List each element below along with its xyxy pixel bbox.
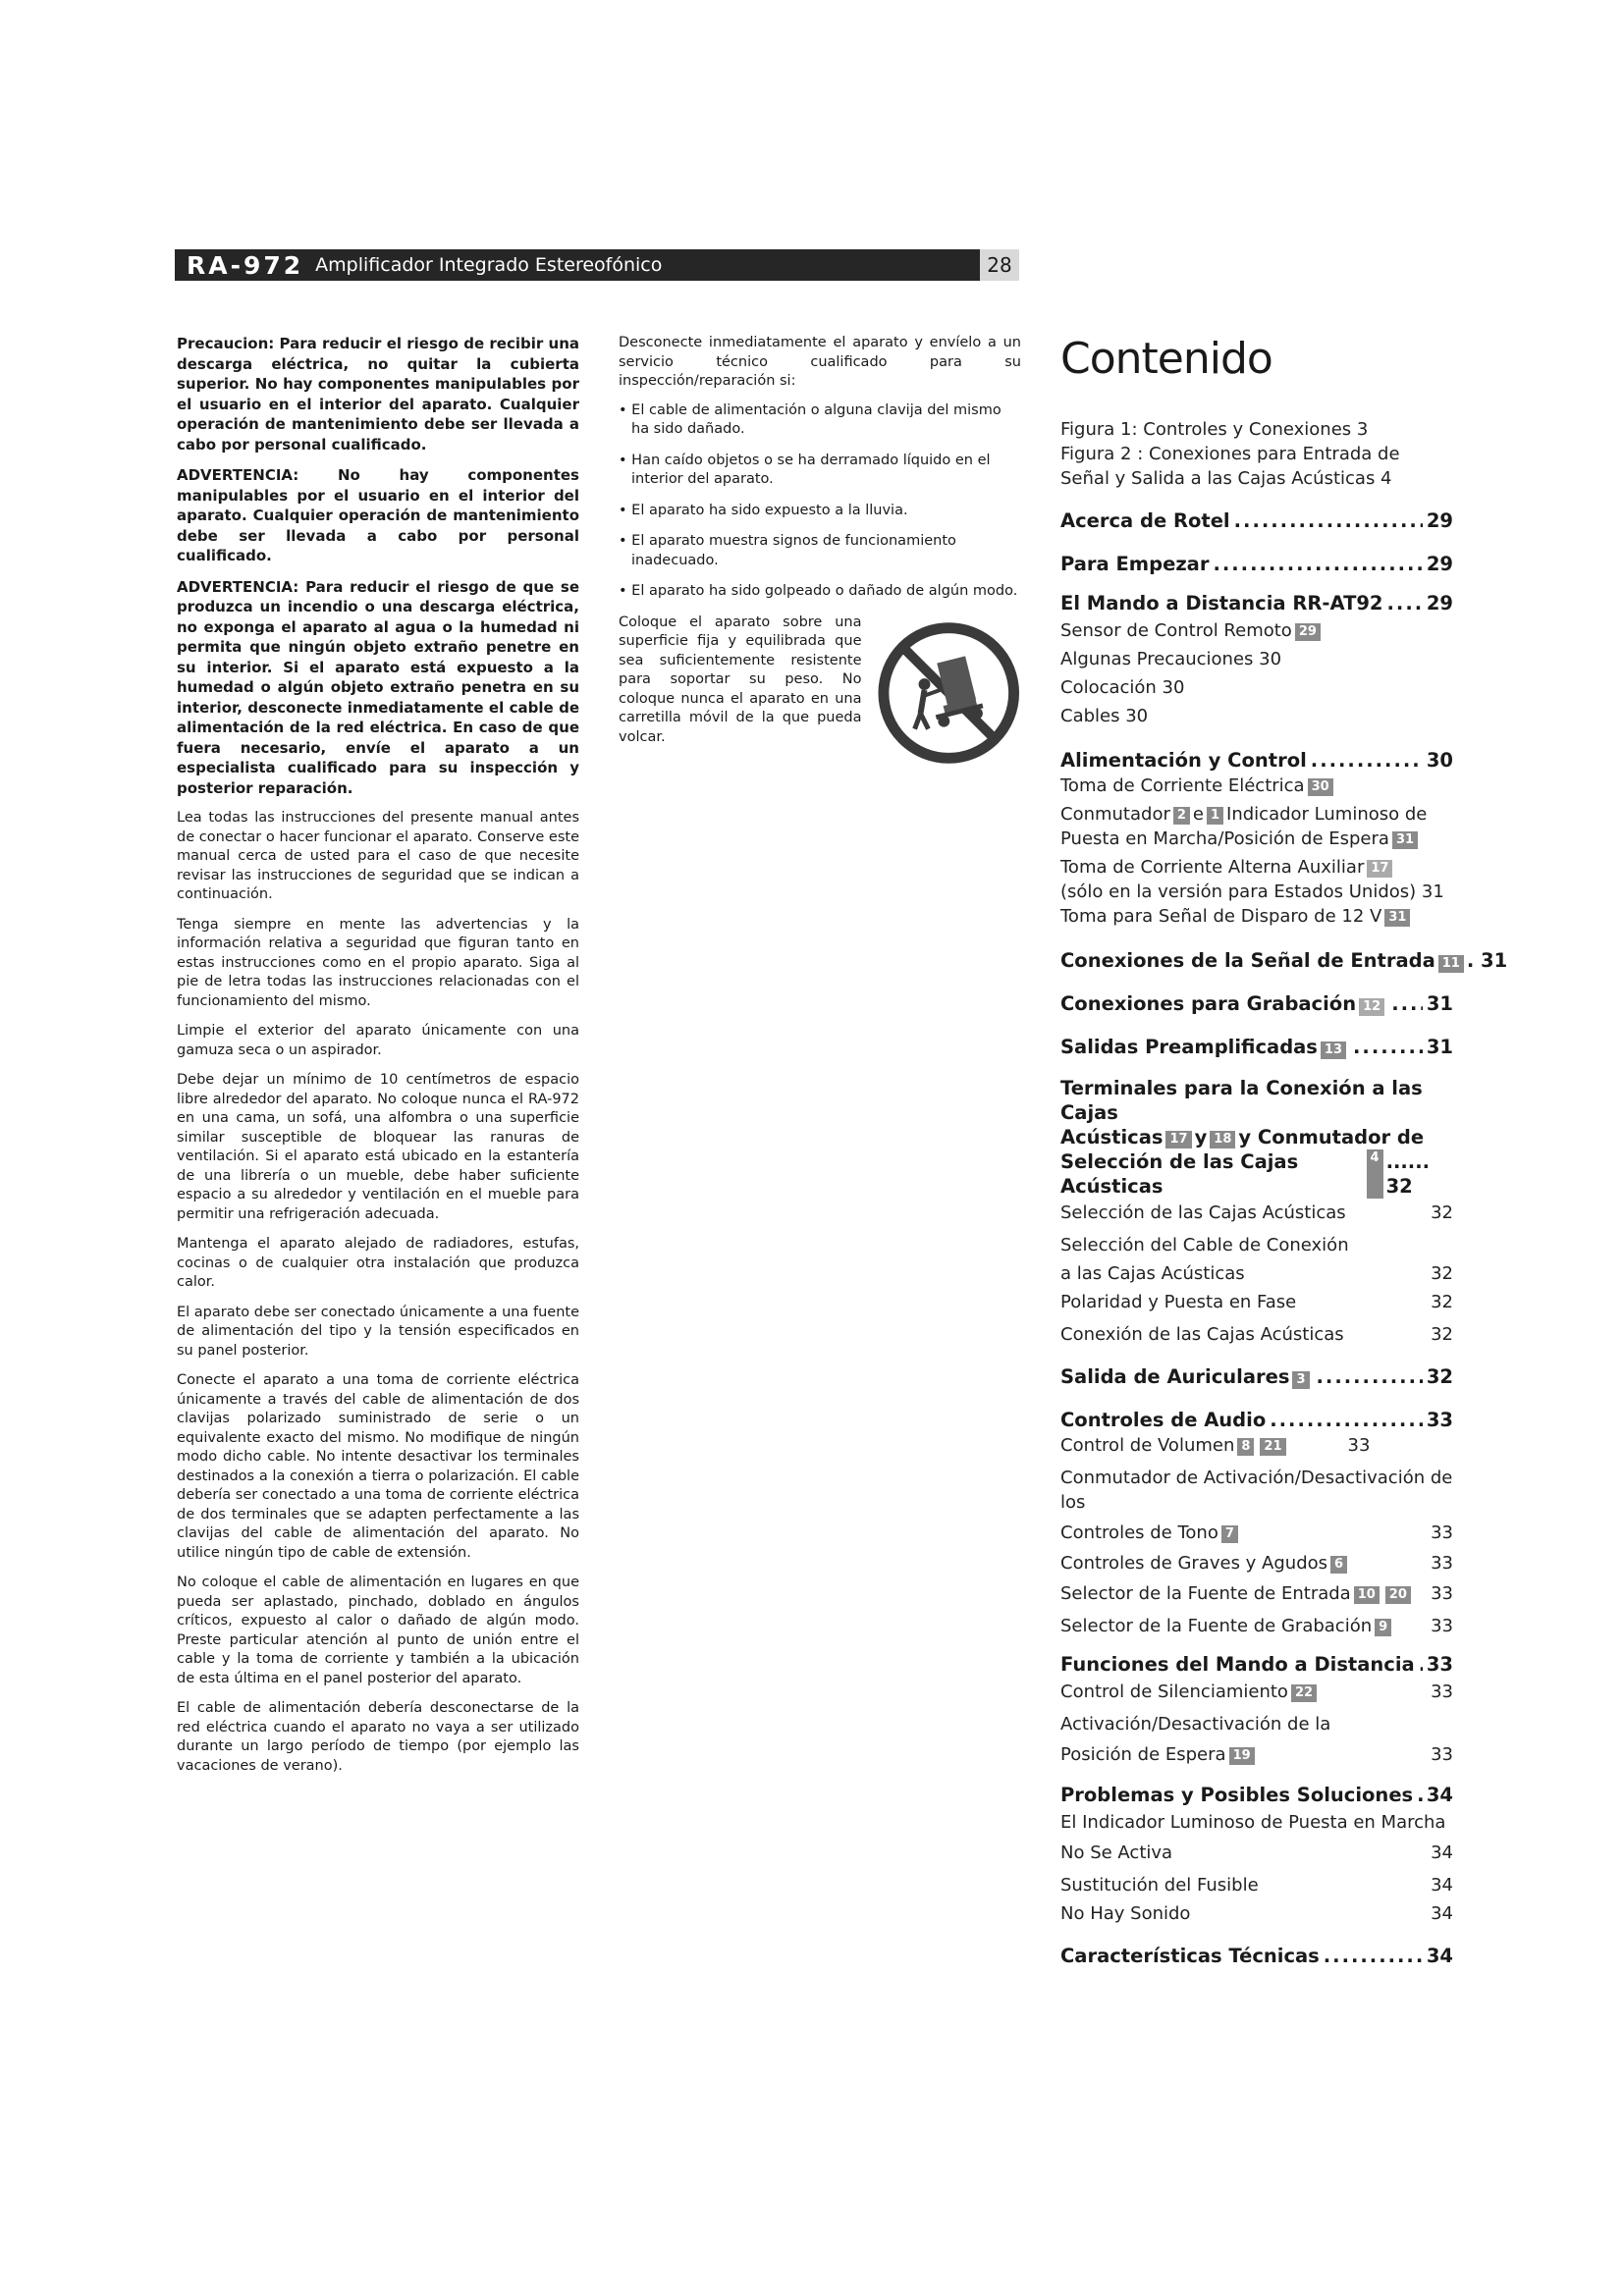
toc-figure-2: Figura 2 : Conexiones para Entrada de Señal y Salida a las Cajas Acústicas 4 bbox=[1060, 444, 1400, 489]
warning-caution: Precaucion: Para reducir el riesgo de recibir una descarga eléctrica, no quitar la cubierta superior. No hay componentes manipulables por el usuario en el interior del aparato. Cualquier operación de mantenimiento debe ser llevada a cabo por personal cualificado. bbox=[177, 335, 579, 454]
badge: 18 bbox=[1210, 1131, 1235, 1148]
cart-warning-text: Coloque el aparato sobre una superficie fija y equilibrada que sea suficientemente resistente para soportar su peso. No coloque nunca el aparato en una carretilla móvil de la que pueda volcar. bbox=[619, 614, 862, 745]
toc-item-fuente-grabacion: Selector de la Fuente de Grabación 9 33 bbox=[1060, 1616, 1453, 1636]
toc-item-toma: Toma de Corriente Eléctrica 30 bbox=[1060, 774, 1453, 798]
toc-item-fuente-entrada: Selector de la Fuente de Entrada 10 20 33 bbox=[1060, 1583, 1453, 1604]
toc-section-entrada: Conexiones de la Señal de Entrada 11 . 31 bbox=[1060, 949, 1508, 972]
safety-column-1 bbox=[177, 334, 579, 1787]
toc-section-acerca: Acerca de Rotel ..... 29 bbox=[1060, 508, 1453, 534]
badge: 22 bbox=[1291, 1684, 1317, 1702]
toc-figure-1: Figura 1: Controles y Conexiones 3 bbox=[1060, 419, 1369, 440]
badge: 12 bbox=[1359, 998, 1384, 1016]
toc-item-volumen: Control de Volumen 8 21 33 bbox=[1060, 1435, 1371, 1456]
paragraph-unplug: El cable de alimentación debería desconectarse de la red eléctrica cuando el aparato no vaya a ser utilizado durante un largo período de tiempo (por ejemplo las vacaciones de verano). bbox=[177, 1700, 579, 1774]
badge: 3 bbox=[1292, 1371, 1309, 1389]
toc-section-audio: Controles de Audio ..... 33 bbox=[1060, 1408, 1453, 1433]
toc-item-indicador: No Se Activa 34 bbox=[1060, 1842, 1453, 1863]
service-conditions-list bbox=[619, 401, 1021, 602]
warning-advertencia-2: ADVERTENCIA: Para reducir el riesgo de que se produzca un incendio o una descarga eléctrica, no exponga el aparato al agua o la humedad ni permita que ningún objeto extraño penetre en su interior. Si el aparato está expuesto a la humedad o algún objeto extraño penetra en su interior, desconecte inmediatamente el cable de alimentación de la red eléctrica. En caso de que fuera necesario, envíe el aparato a un especialista cualificado para su inspección y posterior reparación. bbox=[177, 577, 579, 797]
toc-item-activacion-espera: Posición de Espera 19 33 bbox=[1060, 1744, 1453, 1765]
toc-section-preamp: Salidas Preamplificadas 13 ..... 31 bbox=[1060, 1035, 1453, 1060]
header-subtitle: Amplificador Integrado Estereofónico bbox=[315, 254, 663, 276]
toc-item-sonido: No Hay Sonido 34 bbox=[1060, 1903, 1453, 1924]
badge: 21 bbox=[1260, 1438, 1285, 1456]
badge: 30 bbox=[1308, 778, 1333, 796]
badge: 4 bbox=[1367, 1149, 1383, 1199]
toc-item-silenciamiento: Control de Silenciamiento 22 33 bbox=[1060, 1682, 1453, 1702]
toc-item-sensor: Sensor de Control Remoto 29 bbox=[1060, 618, 1453, 643]
list-item: • El aparato ha sido expuesto a la lluvia. bbox=[619, 502, 1021, 521]
toc-section-grabacion: Conexiones para Grabación 12 ..... 31 bbox=[1060, 991, 1453, 1017]
list-item: • El cable de alimentación o alguna clavija del mismo ha sido dañado. bbox=[619, 401, 1021, 440]
badge: 13 bbox=[1321, 1041, 1346, 1059]
toc-section-funciones: Funciones del Mando a Distancia ..... 33 bbox=[1060, 1652, 1453, 1678]
toc-section-caracteristicas: Características Técnicas ..... 34 bbox=[1060, 1944, 1453, 1969]
cart-warning bbox=[619, 614, 1021, 767]
toc-section-terminales: Terminales para la Conexión a las Cajas Acústicas 17 y 18 y Conmutador de Selección de las Cajas Acústicas 4 ...... 32 bbox=[1060, 1077, 1431, 1198]
toc-item-precauciones: Algunas Precauciones 30 bbox=[1060, 649, 1282, 669]
badge: 20 bbox=[1385, 1586, 1411, 1604]
badge: 1 bbox=[1207, 807, 1223, 825]
toc-title: Contenido bbox=[1060, 334, 1272, 384]
badge: 7 bbox=[1221, 1525, 1238, 1543]
list-item: • El aparato muestra signos de funcionamiento inadecuado. bbox=[619, 532, 1021, 570]
toc-item-graves: Controles de Graves y Agudos 6 33 bbox=[1060, 1553, 1453, 1574]
badge: 19 bbox=[1229, 1747, 1255, 1765]
page-number: 28 bbox=[980, 249, 1019, 281]
toc-item-disparo: Toma para Señal de Disparo de 12 V 31 bbox=[1060, 904, 1453, 929]
paragraph-power-cord: Conecte el aparato a una toma de corriente eléctrica únicamente a través del cable de alimentación de dos clavijas polarizado suministrado de serie o un equivalente exacto del mismo. No modifique de ningún modo dicho cable. No intente desactivar los terminales destinados a la conexión a tierra o polarización. El cable debería ser conectado a una toma de corriente eléctrica de dos terminales que se adapten perfectamente a las clavijas del cable de alimentación del aparato. No utilice ningún tipo de cable de extensión. bbox=[177, 1372, 579, 1561]
badge: 10 bbox=[1354, 1586, 1380, 1604]
toc-item-conexion-cajas: Conexión de las Cajas Acústicas 32 bbox=[1060, 1324, 1453, 1345]
badge: 9 bbox=[1375, 1619, 1391, 1636]
toc-item-cables: Cables 30 bbox=[1060, 706, 1149, 726]
toc-item-indicador-title: El Indicador Luminoso de Puesta en Marcha bbox=[1060, 1812, 1446, 1833]
model-name: RA-972 bbox=[187, 250, 304, 280]
list-item: • El aparato ha sido golpeado o dañado de algún modo. bbox=[619, 582, 1021, 602]
toc-section-auriculares: Salida de Auriculares 3 ..... 32 bbox=[1060, 1364, 1453, 1390]
badge: 8 bbox=[1237, 1438, 1254, 1456]
toc-section-mando: El Mando a Distancia RR-AT92 ..... 29 bbox=[1060, 591, 1453, 616]
toc-item-seleccion: Selección de las Cajas Acústicas 32 bbox=[1060, 1202, 1453, 1223]
paragraph-cord-placement: No coloque el cable de alimentación en lugares en que pueda ser aplastado, pinchado, doblado en ángulos críticos, expuesto al calor o dañado de algún modo. Preste particular atención al punto de unión entre el cable y la toma de corriente y también a la ubicación de esta última en el panel posterior del aparato. bbox=[177, 1575, 579, 1686]
warning-advertencia-1: ADVERTENCIA: No hay componentes manipulables por el usuario en el interior del aparato. Cualquier operación de mantenimiento debe ser llevada a cabo por personal cualificado. bbox=[177, 466, 579, 564]
table-of-contents bbox=[1060, 334, 1508, 1969]
toc-item-colocacion: Colocación 30 bbox=[1060, 677, 1185, 698]
toc-section-problemas: Problemas y Posibles Soluciones ..... 34 bbox=[1060, 1783, 1453, 1808]
toc-item-activacion-espera-title: Activación/Desactivación de la bbox=[1060, 1714, 1331, 1735]
toc-item-aux-note: (sólo en la versión para Estados Unidos) 31 bbox=[1060, 881, 1444, 902]
badge: 2 bbox=[1173, 807, 1190, 825]
no-cart-warning-icon bbox=[876, 619, 1022, 767]
toc-item-fusible: Sustitución del Fusible 34 bbox=[1060, 1875, 1453, 1896]
service-intro: Desconecte inmediatamente el aparato y envíelo a un servicio técnico cualificado para su inspección/reparación si: bbox=[619, 335, 1021, 389]
toc-section-alimentacion: Alimentación y Control ..... 30 bbox=[1060, 748, 1453, 774]
badge: 11 bbox=[1438, 955, 1464, 973]
paragraph-read-instructions: Lea todas las instrucciones del presente manual antes de conectar o hacer funcionar el aparato. Conserve este manual cerca de usted para el caso de que necesite revisar las instrucciones de seguridad que se indican a continuación. bbox=[177, 810, 579, 902]
toc-item-conmutador: Conmutador 2 e 1 Indicador Luminoso de Puesta en Marcha/Posición de Espera 31 bbox=[1060, 804, 1428, 849]
toc-section-empezar: Para Empezar ..... 29 bbox=[1060, 552, 1453, 577]
safety-column-2 bbox=[619, 334, 1021, 767]
badge: 31 bbox=[1384, 909, 1410, 927]
badge: 17 bbox=[1165, 1131, 1191, 1148]
paragraph-ventilation: Debe dejar un mínimo de 10 centímetros de espacio libre alrededor del aparato. No coloque nunca el RA-972 en una cama, un sofá, una alfombra o una superficie similar susceptible de bloquear las ranuras de ventilación. Si el aparato está ubicado en la estantería de una librería o un mueble, debe haber suficiente espacio a su alrededor y ventilación en el mueble para permitir una refrigeración adecuada. bbox=[177, 1072, 579, 1222]
toc-item-polaridad: Polaridad y Puesta en Fase 32 bbox=[1060, 1292, 1453, 1312]
toc-item-tono: Controles de Tono 7 33 bbox=[1060, 1522, 1453, 1543]
paragraph-heat: Mantenga el aparato alejado de radiadores, estufas, cocinas o de cualquier otra instalación que produzca calor. bbox=[177, 1236, 579, 1290]
toc-item-cable-conexion-title: Selección del Cable de Conexión bbox=[1060, 1235, 1349, 1255]
paragraph-cleaning: Limpie el exterior del aparato únicamente con una gamuza seca o un aspirador. bbox=[177, 1023, 579, 1058]
toc-item-aux: Toma de Corriente Alterna Auxiliar 17 bbox=[1060, 855, 1453, 880]
header-bar bbox=[175, 249, 980, 281]
toc-item-cable-conexion: a las Cajas Acústicas 32 bbox=[1060, 1263, 1453, 1284]
badge: 31 bbox=[1392, 831, 1418, 849]
badge: 29 bbox=[1295, 623, 1321, 641]
list-item: • Han caído objetos o se ha derramado líquido en el interior del aparato. bbox=[619, 452, 1021, 490]
paragraph-power-source: El aparato debe ser conectado únicamente a una fuente de alimentación del tipo y la tensión especificados en su panel posterior. bbox=[177, 1304, 579, 1359]
badge: 17 bbox=[1367, 860, 1392, 878]
toc-item-activacion-tono: Conmutador de Activación/Desactivación de los bbox=[1060, 1468, 1453, 1513]
badge: 6 bbox=[1330, 1556, 1347, 1574]
paragraph-warnings: Tenga siempre en mente las advertencias y la información relativa a seguridad que figuran tanto en estas instrucciones como en el propio aparato. Siga al pie de letra todas las instrucciones relacionadas con el funcionamiento del mismo. bbox=[177, 916, 579, 1009]
